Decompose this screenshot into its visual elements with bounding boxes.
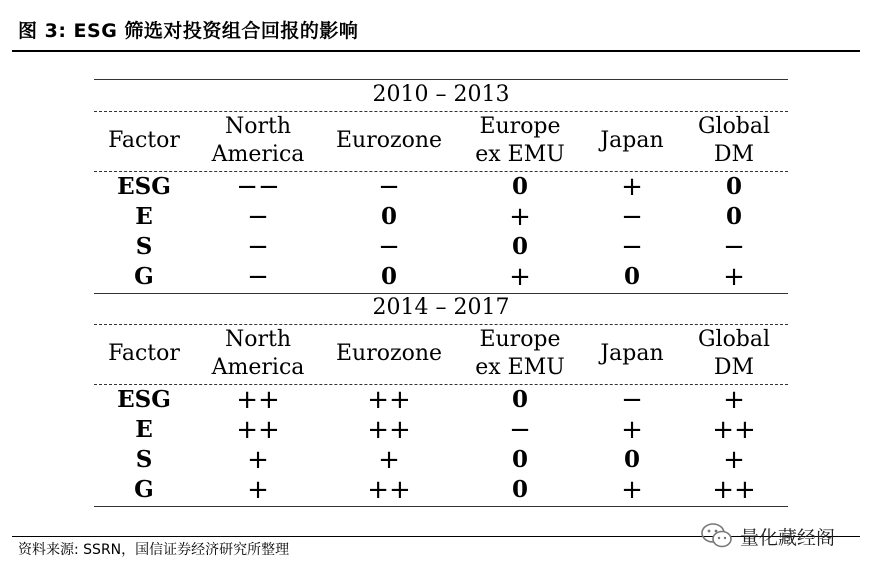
- cell-factor: G: [134, 476, 154, 503]
- cell-factor: ESG: [117, 386, 171, 413]
- cell-factor: E: [135, 203, 153, 230]
- cell-na: −: [247, 262, 269, 292]
- cell-ez: 0: [380, 263, 398, 290]
- col-header-line: ex EMU: [475, 142, 565, 167]
- col-header-japan: Japan: [600, 128, 664, 153]
- table-top-rule: [94, 79, 788, 80]
- cell-ez: ++: [367, 385, 411, 415]
- table-row: [94, 262, 788, 292]
- col-header-line: North: [224, 114, 292, 139]
- cell-ez: −: [378, 232, 400, 262]
- cell-ez: +: [378, 445, 400, 475]
- cell-gd: −: [723, 232, 745, 262]
- cell-jp: −: [621, 202, 643, 232]
- col-header-line: DM: [713, 355, 755, 380]
- dashed-rule: [94, 111, 788, 112]
- cell-factor: S: [135, 446, 153, 473]
- cell-ex: 0: [511, 386, 529, 413]
- col-header-global-dm: [698, 326, 770, 382]
- table-row: [94, 445, 788, 475]
- col-header-line: DM: [713, 142, 755, 167]
- title-rule: [12, 50, 860, 52]
- cell-jp: +: [621, 415, 643, 445]
- period-label: 2010 – 2013: [372, 82, 510, 107]
- col-header-europe-ex-emu: [475, 326, 565, 382]
- cell-jp: 0: [623, 263, 641, 290]
- col-header-line: America: [211, 142, 305, 167]
- cell-ez: −: [378, 172, 400, 202]
- col-header-europe-ex-emu: [475, 113, 565, 169]
- cell-factor: E: [135, 416, 153, 443]
- col-header-global-dm: [698, 113, 770, 169]
- cell-ez: ++: [367, 415, 411, 445]
- col-header-line: Global: [697, 114, 771, 139]
- cell-gd: ++: [712, 415, 756, 445]
- table-row: [94, 232, 788, 262]
- col-header-north-america: [212, 326, 305, 382]
- cell-ex: +: [509, 202, 531, 232]
- cell-na: +: [247, 475, 269, 505]
- cell-ex: +: [509, 262, 531, 292]
- cell-gd: +: [723, 385, 745, 415]
- col-header-line: ex EMU: [475, 355, 565, 380]
- source-note: 资料来源: SSRN，国信证券经济研究所整理: [18, 542, 290, 558]
- cell-ex: 0: [511, 446, 529, 473]
- cell-na: −: [247, 232, 269, 262]
- cell-gd: 0: [725, 203, 743, 230]
- dashed-rule: [94, 324, 788, 325]
- table-row: [94, 385, 788, 415]
- table-row: [94, 415, 788, 445]
- col-header-line: Europe: [479, 114, 561, 139]
- cell-factor: G: [134, 263, 154, 290]
- cell-ez: ++: [367, 475, 411, 505]
- cell-jp: −: [621, 232, 643, 262]
- cell-na: +: [247, 445, 269, 475]
- cell-gd: ++: [712, 475, 756, 505]
- cell-ez: 0: [380, 203, 398, 230]
- cell-jp: 0: [623, 446, 641, 473]
- col-header-factor: Factor: [108, 128, 180, 153]
- col-header-line: Europe: [479, 327, 561, 352]
- watermark-text: 量化藏经阁: [740, 526, 836, 549]
- cell-gd: +: [723, 262, 745, 292]
- table-row: [94, 475, 788, 505]
- cell-ex: −: [509, 415, 531, 445]
- col-header-eurozone: Eurozone: [335, 341, 443, 366]
- col-header-line: Global: [697, 327, 771, 352]
- esg-results-table: [94, 79, 788, 507]
- cell-gd: +: [723, 445, 745, 475]
- col-header-line: North: [224, 327, 292, 352]
- cell-ex: 0: [511, 476, 529, 503]
- cell-factor: ESG: [117, 173, 171, 200]
- col-header-japan: Japan: [600, 341, 664, 366]
- panel-divider-rule: [94, 293, 788, 294]
- cell-na: −: [247, 202, 269, 232]
- cell-ex: 0: [511, 233, 529, 260]
- cell-na: ++: [236, 415, 280, 445]
- col-header-eurozone: Eurozone: [335, 128, 443, 153]
- cell-factor: S: [135, 233, 153, 260]
- cell-na: −−: [236, 172, 280, 202]
- cell-jp: −: [621, 385, 643, 415]
- watermark: [700, 521, 835, 551]
- period-label: 2014 – 2017: [372, 295, 510, 320]
- cell-na: ++: [236, 385, 280, 415]
- col-header-line: America: [211, 355, 305, 380]
- col-header-factor: Factor: [108, 341, 180, 366]
- table-bottom-rule: [94, 506, 788, 507]
- figure-title: 图 3: ESG 筛选对投资组合回报的影响: [18, 20, 359, 42]
- cell-jp: +: [621, 475, 643, 505]
- table-row: [94, 202, 788, 232]
- cell-jp: +: [621, 172, 643, 202]
- cell-ex: 0: [511, 173, 529, 200]
- col-header-north-america: [212, 113, 305, 169]
- cell-gd: 0: [725, 173, 743, 200]
- table-row: [94, 172, 788, 202]
- wechat-icon: [700, 521, 734, 551]
